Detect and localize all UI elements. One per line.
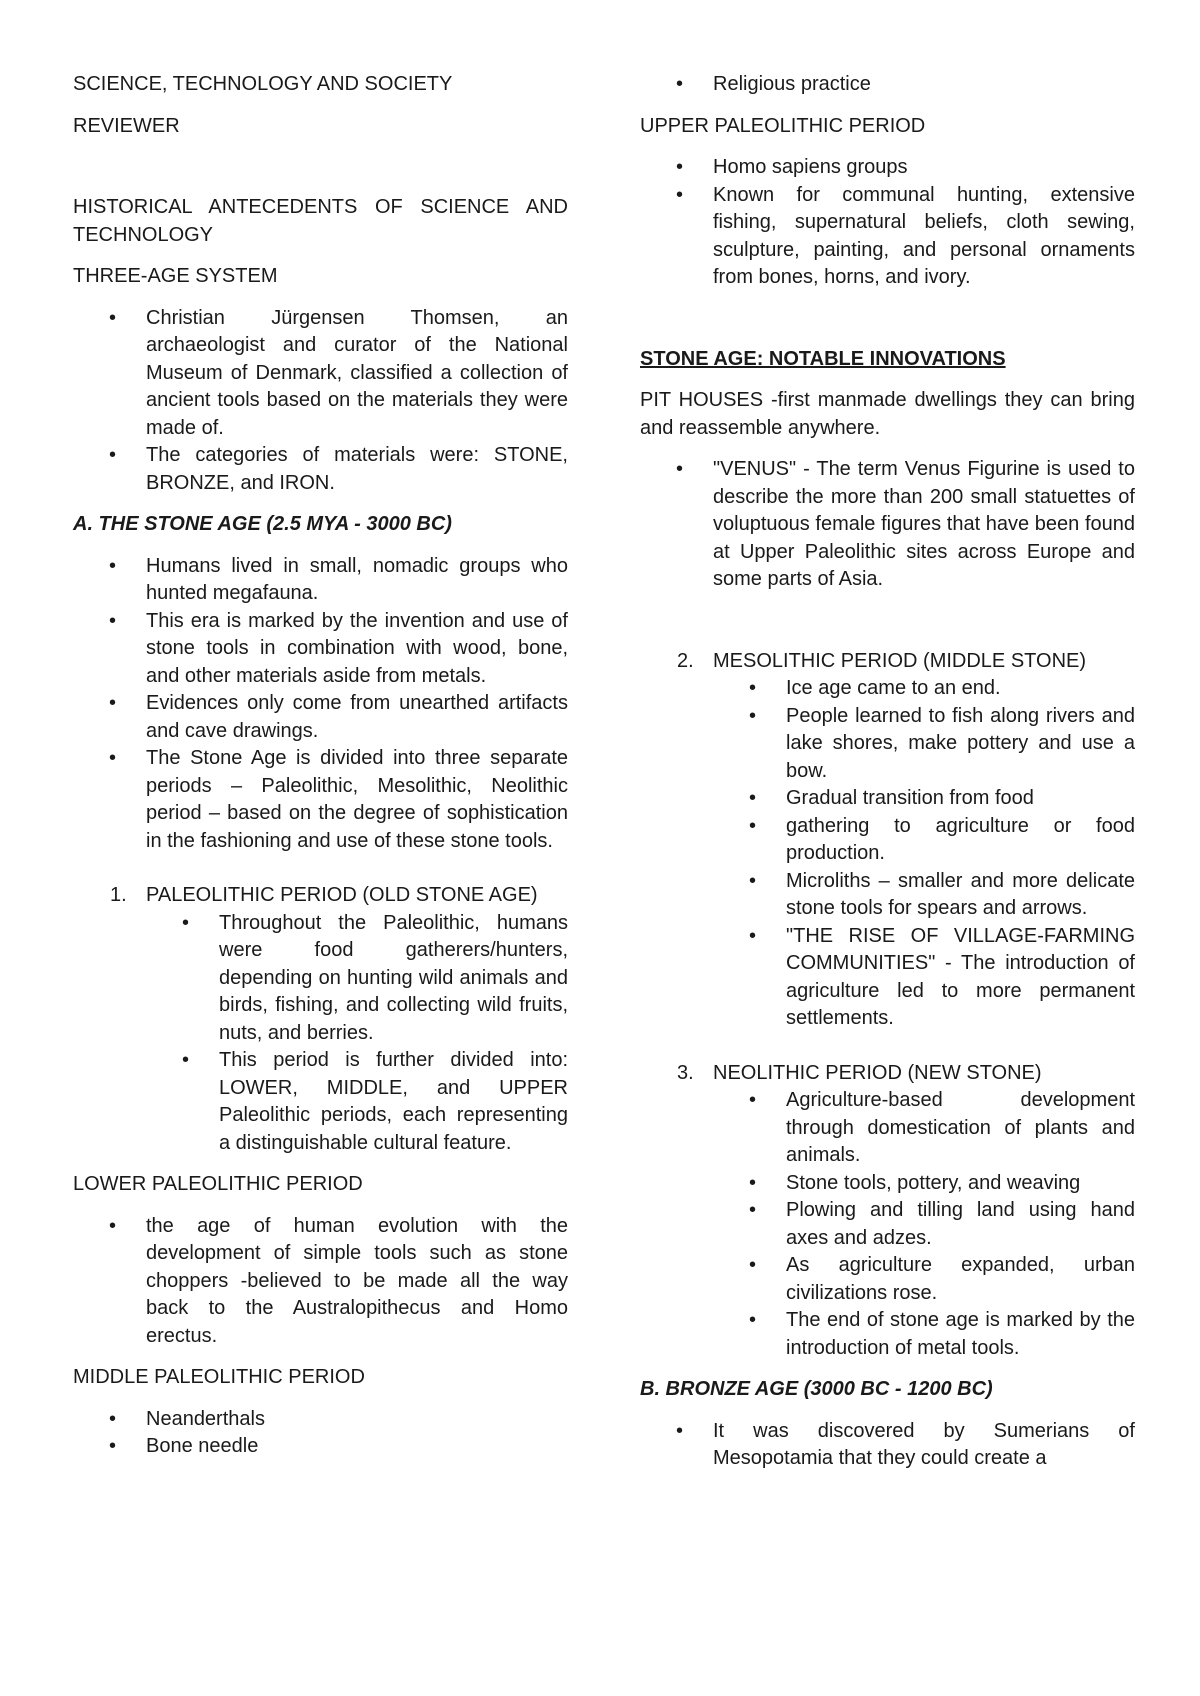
list-number: 2. [677, 649, 694, 672]
lower-paleolithic-list [73, 1213, 568, 1351]
list-item: • Religious practice [640, 71, 1135, 99]
list-item: • Plowing and tilling land using hand axes and adzes. [713, 1197, 1135, 1252]
list-item: • People learned to fish along rivers and lake shores, make pottery and use a bow. [713, 703, 1135, 786]
list-item: • Ice age came to an end. [713, 675, 1135, 703]
list-item: • Microliths – smaller and more delicate stone tools for spears and arrows. [713, 868, 1135, 923]
list-item: • The end of stone age is marked by the introduction of metal tools. [713, 1307, 1135, 1362]
list-item: • Throughout the Paleolithic, humans were food gatherers/hunters, depending on hunting wild animals and birds, fishing, and collecting wild fruits, nuts, and berries. [146, 910, 568, 1048]
list-item: • Gradual transition from food [713, 785, 1135, 813]
list-item [640, 648, 1135, 1033]
list-item [73, 882, 568, 1157]
innovations-list [640, 456, 1135, 594]
middle-paleolithic-heading: MIDDLE PALEOLITHIC PERIOD [73, 1366, 365, 1388]
list-item: • Known for communal hunting, extensive fishing, supernatural beliefs, cloth sewing, sculpture, painting, and personal ornaments from bones, horns, and ivory. [640, 182, 1135, 292]
mesolithic-list [640, 648, 1135, 1033]
list-item: • The categories of materials were: STONE, BRONZE, and IRON. [73, 442, 568, 497]
list-item: • Evidences only come from unearthed artifacts and cave drawings. [73, 690, 568, 745]
list-item: • Agriculture-based development through domestication of plants and animals. [713, 1087, 1135, 1170]
list-item: • "THE RISE OF VILLAGE-FARMING COMMUNITIES" - The introduction of agriculture led to more permanent settlements. [713, 923, 1135, 1033]
list-item: • "VENUS" - The term Venus Figurine is used to describe the more than 200 small statuettes of voluptuous female figures that have been found at Upper Paleolithic sites across Europe and some parts of Asia. [640, 456, 1135, 594]
list-item: • The Stone Age is divided into three separate periods – Paleolithic, Mesolithic, Neolithic period – based on the degree of sophistication in the fashioning and use of these stone tools. [73, 745, 568, 855]
list-item: • It was discovered by Sumerians of Mesopotamia that they could create a [640, 1418, 1135, 1473]
bronze-age-heading: B. BRONZE AGE (3000 BC - 1200 BC) [640, 1378, 993, 1400]
list-item: • As agriculture expanded, urban civilizations rose. [713, 1252, 1135, 1307]
list-number: 1. [110, 884, 127, 906]
list-item: • This period is further divided into: LOWER, MIDDLE, and UPPER Paleolithic periods, each representing a distinguishable cultural feature. [146, 1047, 568, 1157]
bronze-age-list [640, 1418, 1135, 1473]
stone-age-heading: A. THE STONE AGE (2.5 MYA - 3000 BC) [73, 513, 452, 535]
list-item: • Christian Jürgensen Thomsen, an archaeologist and curator of the National Museum of Denmark, classified a collection of ancient tools based on the materials they were made of. [73, 305, 568, 443]
upper-paleolithic-list [640, 154, 1135, 292]
neolithic-heading: NEOLITHIC PERIOD (NEW STONE) [713, 1061, 1042, 1084]
document-subtitle: REVIEWER [73, 114, 180, 137]
neolithic-sublist [713, 1087, 1135, 1362]
pit-houses-text: PIT HOUSES -first manmade dwellings they can bring and reassemble anywhere. [640, 389, 1135, 439]
list-item: • Bone needle [73, 1433, 568, 1461]
neolithic-list [640, 1060, 1135, 1363]
paleolithic-list [73, 882, 568, 1157]
paleolithic-sublist [146, 910, 568, 1158]
three-age-list [73, 305, 568, 498]
middle-paleolithic-list-continued [640, 71, 1135, 99]
list-item: • This era is marked by the invention and use of stone tools in combination with wood, bone, and other materials aside from metals. [73, 608, 568, 691]
list-item: • the age of human evolution with the development of simple tools such as stone choppers -believed to be made all the way back to the Australopithecus and Homo erectus. [73, 1213, 568, 1351]
right-column [640, 71, 1135, 1473]
innovations-heading: STONE AGE: NOTABLE INNOVATIONS [640, 347, 1006, 370]
list-item: • Stone tools, pottery, and weaving [713, 1170, 1135, 1198]
upper-paleolithic-heading: UPPER PALEOLITHIC PERIOD [640, 114, 926, 137]
list-item: • Homo sapiens groups [640, 154, 1135, 182]
list-number: 3. [677, 1061, 694, 1084]
stone-age-list [73, 553, 568, 856]
paleolithic-heading: PALEOLITHIC PERIOD (OLD STONE AGE) [146, 884, 538, 906]
section-heading: HISTORICAL ANTECEDENTS OF SCIENCE AND TECHNOLOGY [73, 196, 568, 246]
list-item: • Humans lived in small, nomadic groups who hunted megafauna. [73, 553, 568, 608]
list-item: • Neanderthals [73, 1406, 568, 1434]
three-age-heading: THREE-AGE SYSTEM [73, 265, 278, 287]
left-column [73, 71, 568, 1461]
lower-paleolithic-heading: LOWER PALEOLITHIC PERIOD [73, 1173, 363, 1195]
list-item [640, 1060, 1135, 1363]
middle-paleolithic-list [73, 1406, 568, 1461]
document-title: SCIENCE, TECHNOLOGY AND SOCIETY [73, 73, 453, 95]
list-item: • gathering to agriculture or food production. [713, 813, 1135, 868]
mesolithic-sublist [713, 675, 1135, 1033]
mesolithic-heading: MESOLITHIC PERIOD (MIDDLE STONE) [713, 649, 1087, 672]
